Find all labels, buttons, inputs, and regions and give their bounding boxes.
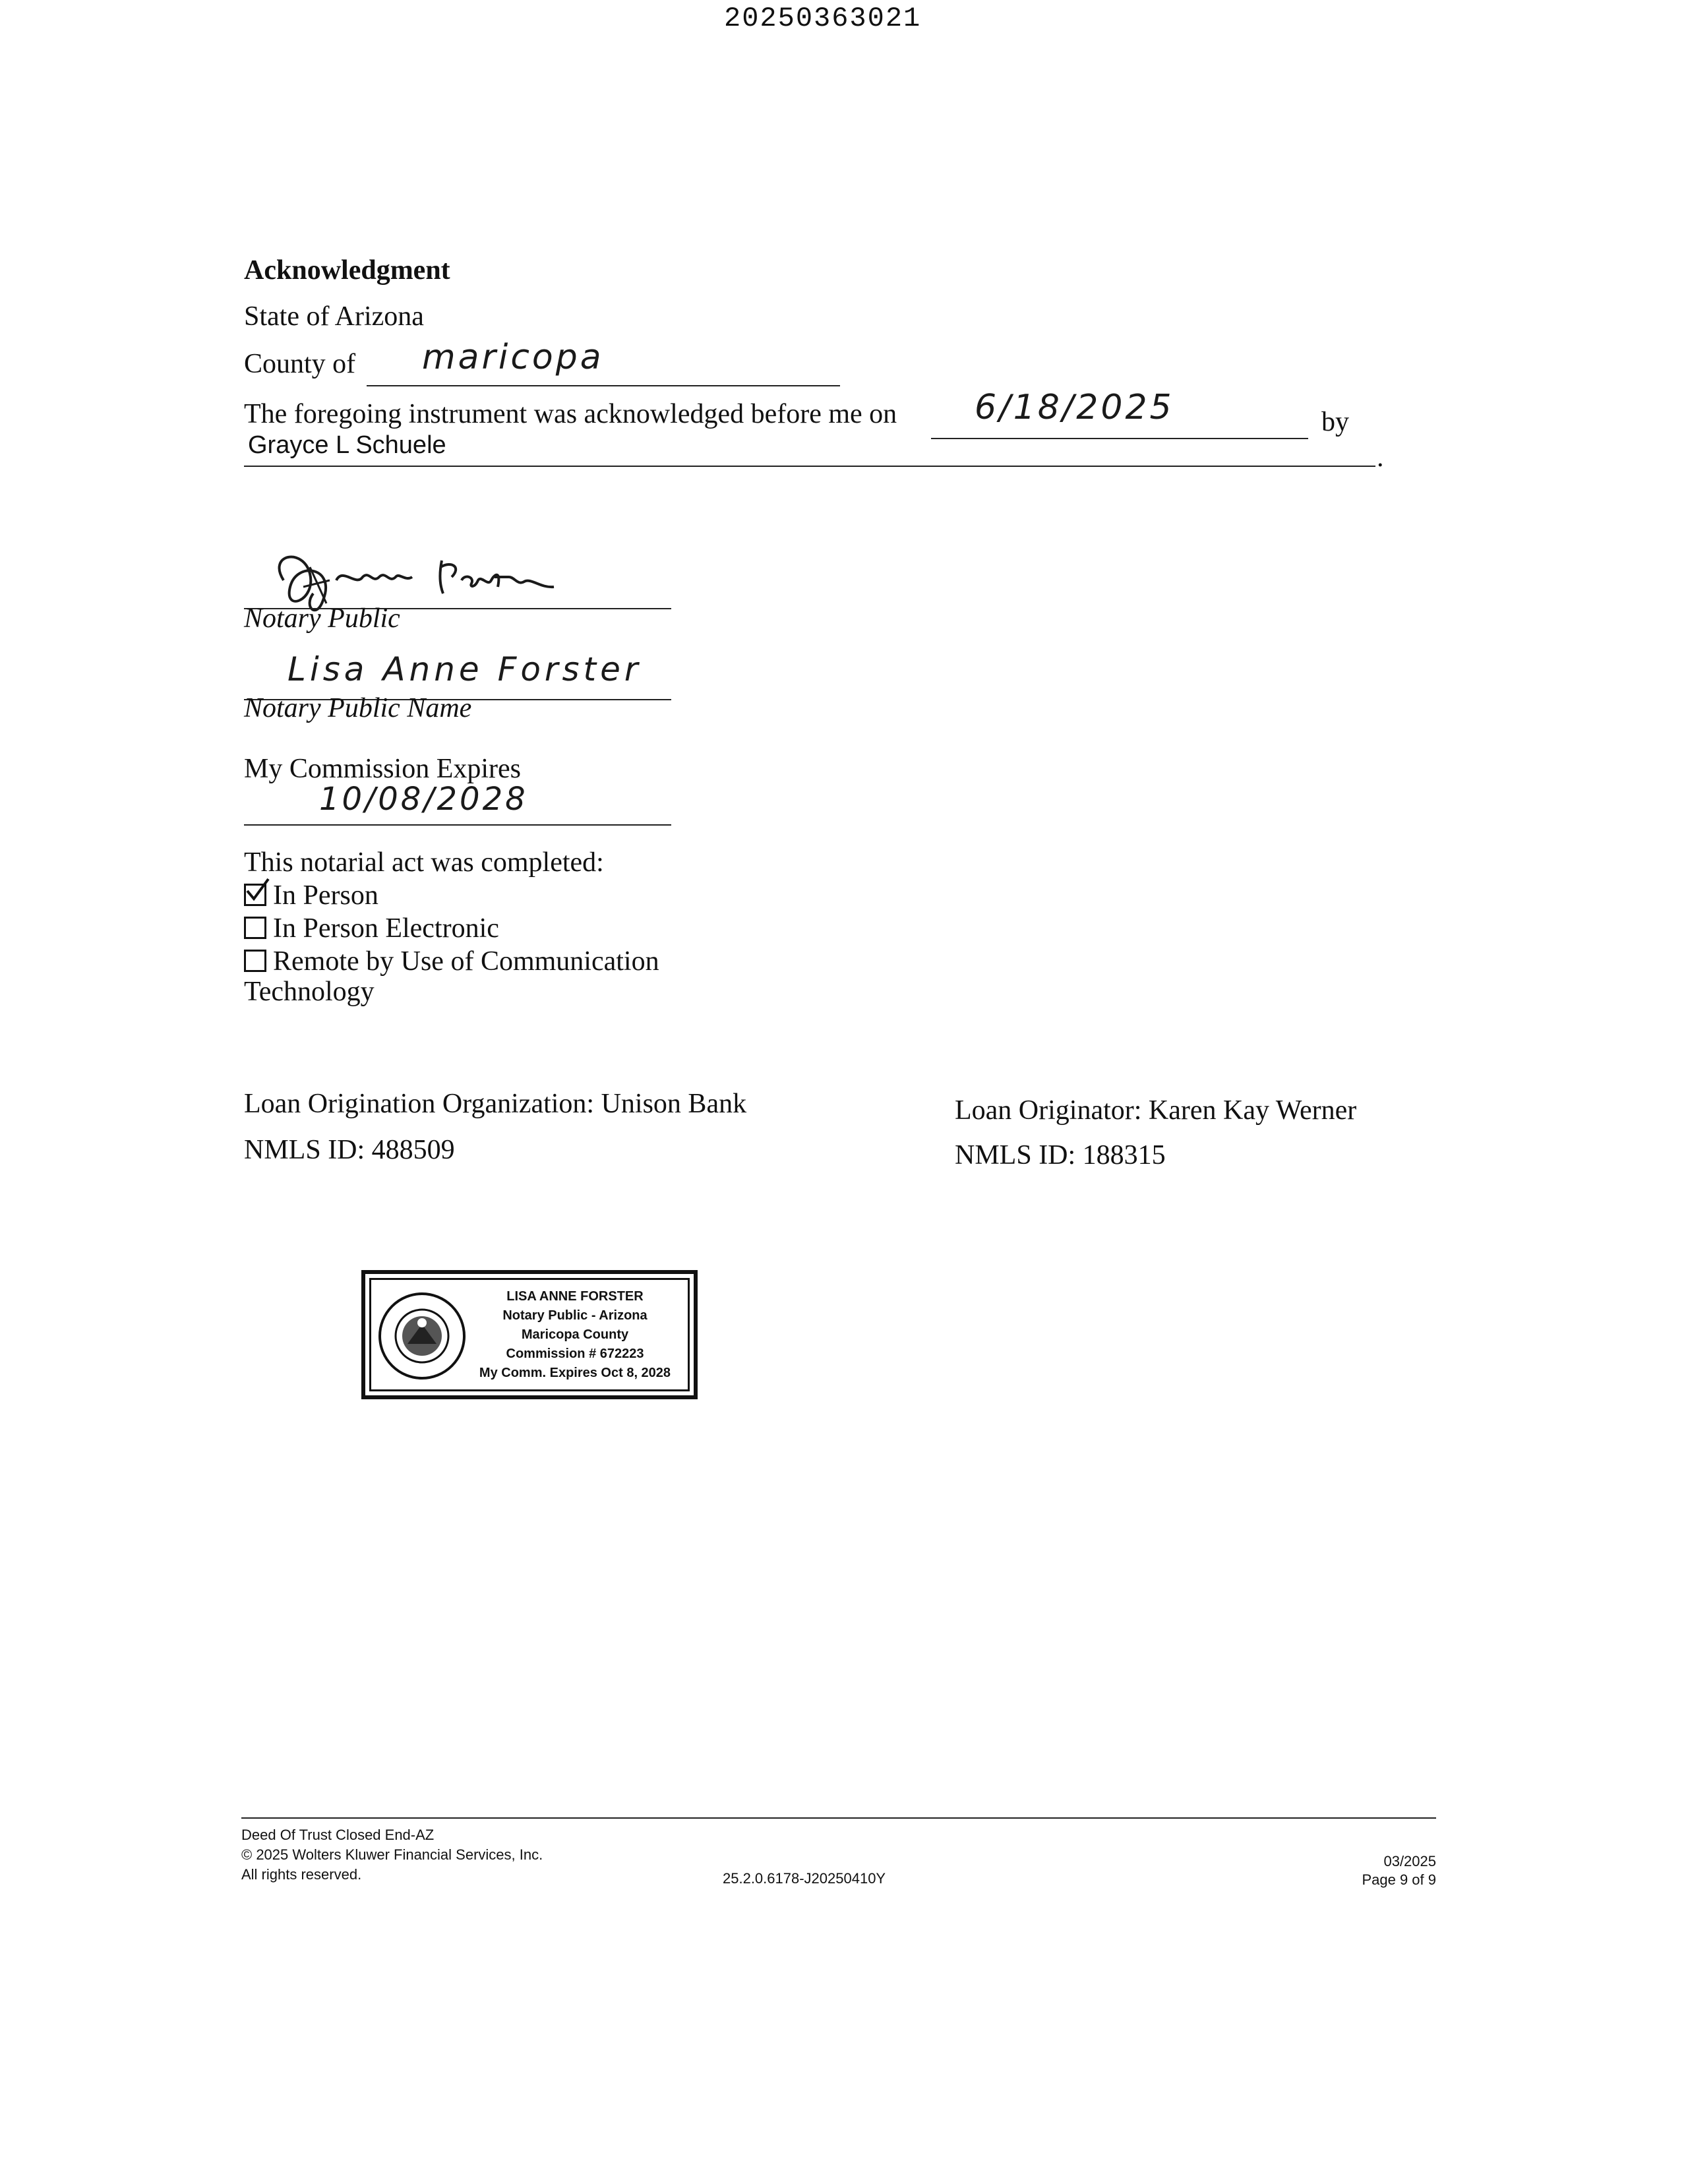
county-underline xyxy=(367,385,840,386)
notary-public-label: Notary Public xyxy=(244,603,400,634)
commission-underline xyxy=(244,824,671,826)
footer-date: 03/2025 xyxy=(1383,1853,1436,1869)
option-in-person[interactable] xyxy=(244,880,378,911)
checkmark-icon xyxy=(245,878,271,904)
option-in-person-label: In Person xyxy=(273,880,378,911)
stamp-expiry: My Comm. Expires Oct 8, 2028 xyxy=(479,1366,671,1380)
document-number: 20250363021 xyxy=(724,3,922,34)
date-value-handwritten: 6/18/2025 xyxy=(975,388,1174,427)
footer-rule xyxy=(241,1817,1436,1819)
notary-name-label: Notary Public Name xyxy=(244,693,472,723)
by-label: by xyxy=(1321,407,1349,437)
notary-stamp xyxy=(361,1270,698,1399)
option-remote-label-line2: Technology xyxy=(244,977,375,1007)
checkbox-remote[interactable] xyxy=(244,950,266,972)
option-remote-label: Remote by Use of Communication xyxy=(273,946,659,977)
date-underline xyxy=(931,438,1308,439)
loan-originator-nmls: NMLS ID: 188315 xyxy=(955,1140,1166,1170)
footer-page-number: Page 9 of 9 xyxy=(1362,1871,1436,1888)
end-period: . xyxy=(1377,442,1384,473)
county-label: County of xyxy=(244,349,356,379)
stamp-name: LISA ANNE FORSTER xyxy=(506,1289,644,1304)
county-value-handwritten: maricopa xyxy=(422,338,604,377)
checkbox-in-person[interactable] xyxy=(244,884,266,906)
state-line: State of Arizona xyxy=(244,301,424,332)
loan-org-nmls: NMLS ID: 488509 xyxy=(244,1135,455,1165)
stamp-title: Notary Public - Arizona xyxy=(502,1308,648,1323)
commission-value-handwritten: 10/08/2028 xyxy=(319,781,528,818)
option-in-person-electronic[interactable] xyxy=(244,913,499,944)
notarial-act-intro: This notarial act was completed: xyxy=(244,847,604,878)
footer-form-title: Deed Of Trust Closed End-AZ xyxy=(241,1827,435,1843)
notary-name-handwritten: Lisa Anne Forster xyxy=(287,650,642,688)
foregoing-text: The foregoing instrument was acknowledged before me on xyxy=(244,399,897,429)
loan-org-label: Loan Origination Organization: Unison Bank xyxy=(244,1089,747,1119)
footer-copyright: © 2025 Wolters Kluwer Financial Services, Inc. xyxy=(241,1846,543,1863)
state-seal-icon xyxy=(377,1291,467,1381)
commission-label: My Commission Expires xyxy=(244,754,522,784)
loan-originator-label: Loan Originator: Karen Kay Werner xyxy=(955,1095,1357,1126)
footer-version: 25.2.0.6178-J20250410Y xyxy=(723,1870,886,1887)
checkbox-in-person-electronic[interactable] xyxy=(244,917,266,939)
acknowledgment-heading: Acknowledgment xyxy=(244,255,450,286)
stamp-county: Maricopa County xyxy=(521,1327,629,1342)
footer-rights: All rights reserved. xyxy=(241,1866,362,1883)
option-remote[interactable] xyxy=(244,946,659,977)
acknowledged-by-name: Grayce L Schuele xyxy=(248,431,446,459)
option-in-person-electronic-label: In Person Electronic xyxy=(273,913,499,944)
acknowledged-by-underline xyxy=(244,466,1375,467)
stamp-commission: Commission # 672223 xyxy=(506,1347,644,1361)
